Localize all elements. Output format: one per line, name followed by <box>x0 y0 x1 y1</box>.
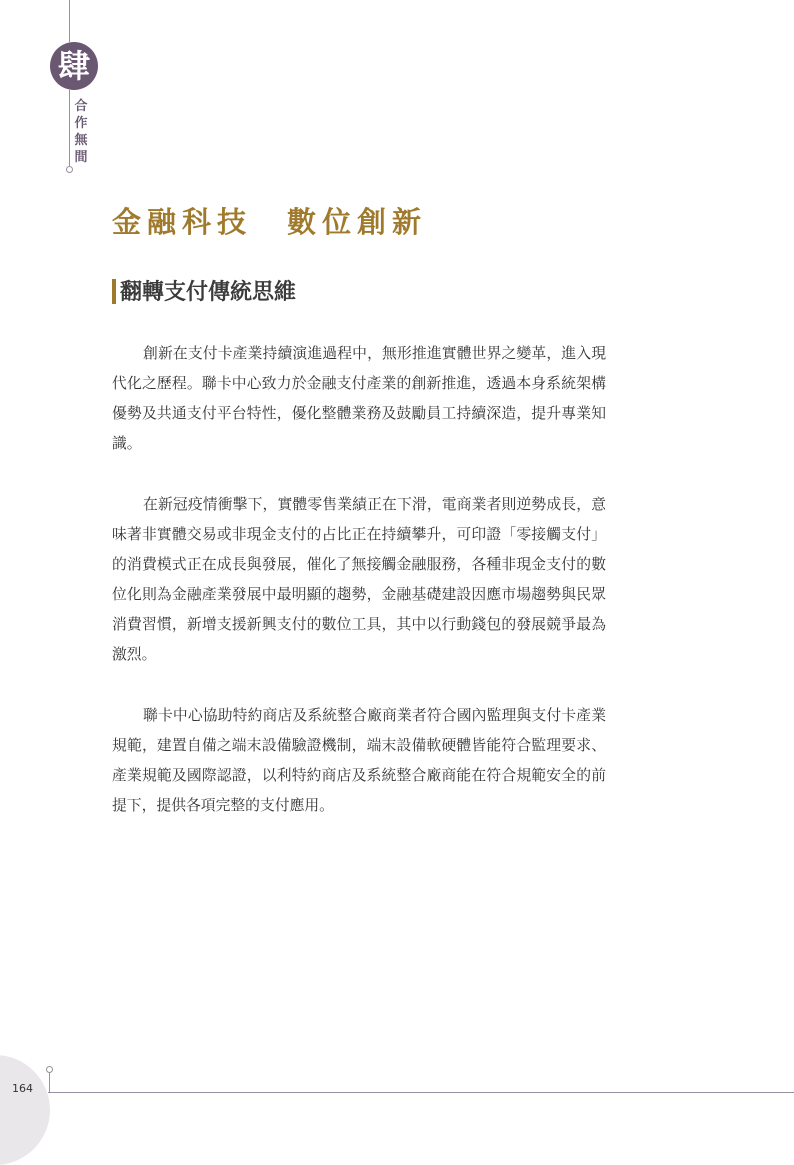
chapter-title-char: 合 <box>74 99 88 114</box>
chapter-line-middle <box>69 90 70 166</box>
chapter-title-char: 無 <box>74 133 88 148</box>
page-number: 164 <box>12 1082 33 1095</box>
paragraph: 聯卡中心協助特約商店及系統整合廠商業者符合國內監理與支付卡產業規範，建置自備之端末設備驗證機制，端末設備軟硬體皆能符合監理要求、產業規範及國際認證，以利特約商店及系統整合廠商能在符合規範安全的前提下，提供各項完整的支付應用。 <box>112 707 606 814</box>
section-title: 翻轉支付傳統思維 <box>120 280 297 305</box>
section-title-bar <box>112 279 116 304</box>
chapter-number-badge: 肆 <box>50 42 98 90</box>
footer-rule <box>48 1092 794 1093</box>
chapter-title-char: 作 <box>74 116 88 131</box>
chapter-title-char: 間 <box>74 150 88 165</box>
chapter-line-end-dot <box>66 166 73 173</box>
paragraph: 在新冠疫情衝擊下，實體零售業績正在下滑，電商業者則逆勢成長，意味著非實體交易或非現金支付的占比正在持續攀升，可印證「零接觸支付」的消費模式正在成長與發展，催化了無接觸金融服務，各種非現金支付的數位化則為金融產業發展中最明顯的趨勢，金融基礎建設因應市場趨勢與民眾消費習慣，新增支援新興支付的數位工具，其中以行動錢包的發展競爭最為激烈。 <box>112 496 606 663</box>
footer-vertical-line <box>49 1072 50 1092</box>
chapter-title <box>73 98 89 166</box>
paragraph: 創新在支付卡產業持續演進過程中，無形推進實體世界之變革，進入現代化之歷程。聯卡中心致力於金融支付產業的創新推進，透過本身系統架構優勢及共通支付平台特性，優化整體業務及鼓勵員工持續深造，提升專業知識。 <box>112 345 606 452</box>
chapter-line-top <box>69 0 70 42</box>
page-title: 金融科技 數位創新 <box>112 205 428 239</box>
footer-corner-decoration <box>0 1055 50 1165</box>
body-text <box>112 339 606 852</box>
